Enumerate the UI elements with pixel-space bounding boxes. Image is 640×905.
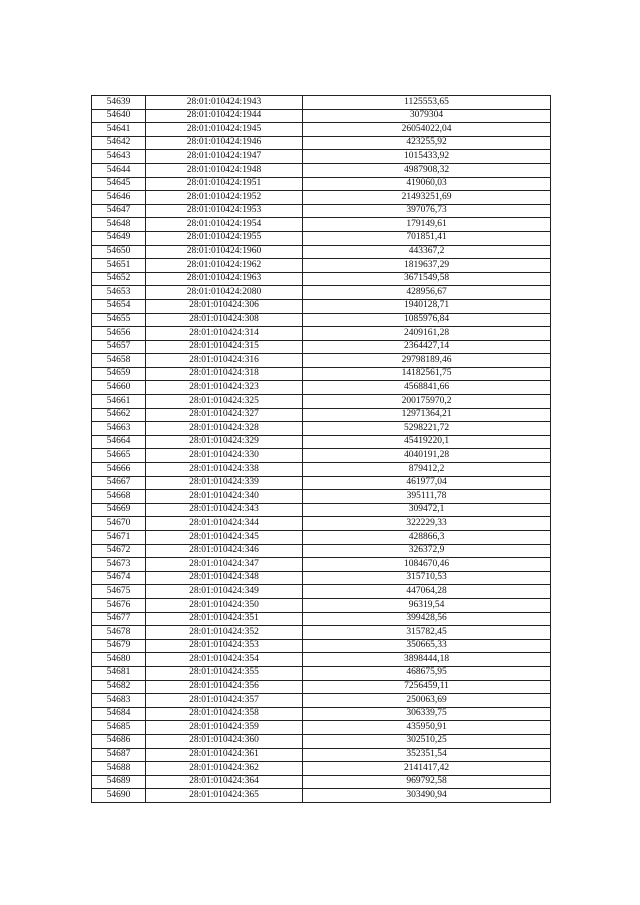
- value-cell: 309472,1: [303, 503, 551, 517]
- row-number-cell: 54653: [92, 286, 146, 300]
- row-number-cell: 54649: [92, 231, 146, 245]
- cadastral-number-cell: 28:01:010424:349: [146, 585, 303, 599]
- value-cell: 3671549,58: [303, 272, 551, 286]
- cadastral-number-cell: 28:01:010424:1962: [146, 259, 303, 273]
- cadastral-number-cell: 28:01:010424:358: [146, 707, 303, 721]
- value-cell: 1125553,65: [303, 96, 551, 110]
- row-number-cell: 54645: [92, 177, 146, 191]
- row-number-cell: 54674: [92, 571, 146, 585]
- row-number-cell: 54661: [92, 395, 146, 409]
- value-cell: 447064,28: [303, 585, 551, 599]
- table-row: [92, 327, 551, 341]
- table-row: [92, 286, 551, 300]
- cadastral-number-cell: 28:01:010424:355: [146, 666, 303, 680]
- value-cell: 969792,58: [303, 775, 551, 789]
- row-number-cell: 54673: [92, 558, 146, 572]
- value-cell: 29798189,46: [303, 354, 551, 368]
- row-number-cell: 54656: [92, 327, 146, 341]
- table-row: [92, 259, 551, 273]
- table-row: [92, 381, 551, 395]
- cadastral-number-cell: 28:01:010424:346: [146, 544, 303, 558]
- cadastral-number-cell: 28:01:010424:1953: [146, 204, 303, 218]
- table-row: [92, 408, 551, 422]
- value-cell: 200175970,2: [303, 395, 551, 409]
- value-cell: 443367,2: [303, 245, 551, 259]
- table-row: [92, 136, 551, 150]
- cadastral-number-cell: 28:01:010424:316: [146, 354, 303, 368]
- table-row: [92, 721, 551, 735]
- value-cell: 250063,69: [303, 694, 551, 708]
- cadastral-number-cell: 28:01:010424:347: [146, 558, 303, 572]
- cadastral-number-cell: 28:01:010424:328: [146, 422, 303, 436]
- row-number-cell: 54685: [92, 721, 146, 735]
- value-cell: 179149,61: [303, 218, 551, 232]
- value-cell: 303490,94: [303, 789, 551, 803]
- value-cell: 326372,9: [303, 544, 551, 558]
- value-cell: 3079304: [303, 109, 551, 123]
- value-cell: 2141417,42: [303, 762, 551, 776]
- cadastral-number-cell: 28:01:010424:352: [146, 626, 303, 640]
- cadastral-number-cell: 28:01:010424:1954: [146, 218, 303, 232]
- row-number-cell: 54644: [92, 163, 146, 177]
- row-number-cell: 54686: [92, 734, 146, 748]
- row-number-cell: 54669: [92, 503, 146, 517]
- row-number-cell: 54650: [92, 245, 146, 259]
- cadastral-number-cell: 28:01:010424:362: [146, 762, 303, 776]
- row-number-cell: 54641: [92, 123, 146, 137]
- cadastral-number-cell: 28:01:010424:306: [146, 299, 303, 313]
- table-row: [92, 762, 551, 776]
- value-cell: 701851,41: [303, 231, 551, 245]
- value-cell: 435950,91: [303, 721, 551, 735]
- row-number-cell: 54687: [92, 748, 146, 762]
- value-cell: 395111,78: [303, 490, 551, 504]
- value-cell: 2409161,28: [303, 327, 551, 341]
- row-number-cell: 54648: [92, 218, 146, 232]
- table-row: [92, 490, 551, 504]
- table-row: [92, 340, 551, 354]
- value-cell: 45419220,1: [303, 435, 551, 449]
- table-row: [92, 639, 551, 653]
- table-row: [92, 463, 551, 477]
- cadastral-number-cell: 28:01:010424:348: [146, 571, 303, 585]
- value-cell: 302510,25: [303, 734, 551, 748]
- cadastral-number-cell: 28:01:010424:1948: [146, 163, 303, 177]
- cadastral-number-cell: 28:01:010424:1944: [146, 109, 303, 123]
- value-cell: 26054022,04: [303, 123, 551, 137]
- value-cell: 14182561,75: [303, 367, 551, 381]
- value-cell: 428866,3: [303, 531, 551, 545]
- table-row: [92, 476, 551, 490]
- row-number-cell: 54662: [92, 408, 146, 422]
- table-row: [92, 395, 551, 409]
- table-row: [92, 517, 551, 531]
- row-number-cell: 54655: [92, 313, 146, 327]
- value-cell: 397076,73: [303, 204, 551, 218]
- cadastral-number-cell: 28:01:010424:365: [146, 789, 303, 803]
- table-row: [92, 123, 551, 137]
- value-cell: 12971364,21: [303, 408, 551, 422]
- cadastral-number-cell: 28:01:010424:330: [146, 449, 303, 463]
- value-cell: 4568841,66: [303, 381, 551, 395]
- cadastral-number-cell: 28:01:010424:339: [146, 476, 303, 490]
- cadastral-number-cell: 28:01:010424:1963: [146, 272, 303, 286]
- cadastral-number-cell: 28:01:010424:1955: [146, 231, 303, 245]
- value-cell: 7256459,11: [303, 680, 551, 694]
- value-cell: 315782,45: [303, 626, 551, 640]
- row-number-cell: 54682: [92, 680, 146, 694]
- row-number-cell: 54659: [92, 367, 146, 381]
- table-row: [92, 191, 551, 205]
- table-row: [92, 775, 551, 789]
- value-cell: 461977,04: [303, 476, 551, 490]
- cadastral-number-cell: 28:01:010424:350: [146, 598, 303, 612]
- cadastral-number-cell: 28:01:010424:1952: [146, 191, 303, 205]
- value-cell: 2364427,14: [303, 340, 551, 354]
- cadastral-number-cell: 28:01:010424:364: [146, 775, 303, 789]
- table-row: [92, 163, 551, 177]
- row-number-cell: 54689: [92, 775, 146, 789]
- row-number-cell: 54663: [92, 422, 146, 436]
- value-cell: 4987908,32: [303, 163, 551, 177]
- cadastral-number-cell: 28:01:010424:1960: [146, 245, 303, 259]
- table-row: [92, 422, 551, 436]
- value-cell: 315710,53: [303, 571, 551, 585]
- table-row: [92, 571, 551, 585]
- row-number-cell: 54665: [92, 449, 146, 463]
- value-cell: 4040191,28: [303, 449, 551, 463]
- table-row: [92, 204, 551, 218]
- row-number-cell: 54678: [92, 626, 146, 640]
- row-number-cell: 54667: [92, 476, 146, 490]
- row-number-cell: 54681: [92, 666, 146, 680]
- value-cell: 419060,03: [303, 177, 551, 191]
- table-row: [92, 272, 551, 286]
- row-number-cell: 54680: [92, 653, 146, 667]
- row-number-cell: 54668: [92, 490, 146, 504]
- cadastral-number-cell: 28:01:010424:361: [146, 748, 303, 762]
- row-number-cell: 54658: [92, 354, 146, 368]
- row-number-cell: 54640: [92, 109, 146, 123]
- table-row: [92, 789, 551, 803]
- row-number-cell: 54643: [92, 150, 146, 164]
- table-row: [92, 666, 551, 680]
- cadastral-number-cell: 28:01:010424:318: [146, 367, 303, 381]
- cadastral-number-cell: 28:01:010424:2080: [146, 286, 303, 300]
- cadastral-number-cell: 28:01:010424:356: [146, 680, 303, 694]
- cadastral-number-cell: 28:01:010424:308: [146, 313, 303, 327]
- value-cell: 96319,54: [303, 598, 551, 612]
- value-cell: 350665,33: [303, 639, 551, 653]
- value-cell: 1015433,92: [303, 150, 551, 164]
- cadastral-number-cell: 28:01:010424:1946: [146, 136, 303, 150]
- value-cell: 352351,54: [303, 748, 551, 762]
- table-row: [92, 354, 551, 368]
- row-number-cell: 54642: [92, 136, 146, 150]
- cadastral-number-cell: 28:01:010424:1947: [146, 150, 303, 164]
- table-row: [92, 245, 551, 259]
- table-row: [92, 150, 551, 164]
- row-number-cell: 54684: [92, 707, 146, 721]
- row-number-cell: 54690: [92, 789, 146, 803]
- row-number-cell: 54679: [92, 639, 146, 653]
- table-row: [92, 367, 551, 381]
- table-row: [92, 626, 551, 640]
- cadastral-number-cell: 28:01:010424:315: [146, 340, 303, 354]
- row-number-cell: 54666: [92, 463, 146, 477]
- cadastral-number-cell: 28:01:010424:343: [146, 503, 303, 517]
- table-row: [92, 96, 551, 110]
- cadastral-number-cell: 28:01:010424:325: [146, 395, 303, 409]
- table-row: [92, 313, 551, 327]
- table-row: [92, 680, 551, 694]
- row-number-cell: 54677: [92, 612, 146, 626]
- value-cell: 879412,2: [303, 463, 551, 477]
- table-row: [92, 299, 551, 313]
- table-row: [92, 218, 551, 232]
- row-number-cell: 54664: [92, 435, 146, 449]
- cadastral-number-cell: 28:01:010424:360: [146, 734, 303, 748]
- cadastral-number-cell: 28:01:010424:359: [146, 721, 303, 735]
- row-number-cell: 54652: [92, 272, 146, 286]
- row-number-cell: 54672: [92, 544, 146, 558]
- cadastral-number-cell: 28:01:010424:327: [146, 408, 303, 422]
- table-row: [92, 435, 551, 449]
- table-body: [92, 96, 551, 803]
- table-row: [92, 748, 551, 762]
- table-row: [92, 109, 551, 123]
- cadastral-number-cell: 28:01:010424:329: [146, 435, 303, 449]
- table-row: [92, 531, 551, 545]
- table-row: [92, 653, 551, 667]
- table-row: [92, 177, 551, 191]
- value-cell: 1940128,71: [303, 299, 551, 313]
- cadastral-number-cell: 28:01:010424:345: [146, 531, 303, 545]
- row-number-cell: 54670: [92, 517, 146, 531]
- row-number-cell: 54651: [92, 259, 146, 273]
- table-row: [92, 612, 551, 626]
- value-cell: 1084670,46: [303, 558, 551, 572]
- value-cell: 1085976,84: [303, 313, 551, 327]
- table-row: [92, 503, 551, 517]
- cadastral-number-cell: 28:01:010424:344: [146, 517, 303, 531]
- cadastral-number-cell: 28:01:010424:1943: [146, 96, 303, 110]
- row-number-cell: 54676: [92, 598, 146, 612]
- value-cell: 5298221,72: [303, 422, 551, 436]
- cadastral-number-cell: 28:01:010424:357: [146, 694, 303, 708]
- value-cell: 3898444,18: [303, 653, 551, 667]
- cadastral-number-cell: 28:01:010424:1951: [146, 177, 303, 191]
- value-cell: 21493251,69: [303, 191, 551, 205]
- cadastral-number-cell: 28:01:010424:323: [146, 381, 303, 395]
- value-cell: 468675,95: [303, 666, 551, 680]
- row-number-cell: 54646: [92, 191, 146, 205]
- value-cell: 428956,67: [303, 286, 551, 300]
- row-number-cell: 54639: [92, 96, 146, 110]
- value-cell: 322229,33: [303, 517, 551, 531]
- table-row: [92, 694, 551, 708]
- cadastral-number-cell: 28:01:010424:351: [146, 612, 303, 626]
- row-number-cell: 54654: [92, 299, 146, 313]
- cadastral-number-cell: 28:01:010424:354: [146, 653, 303, 667]
- row-number-cell: 54683: [92, 694, 146, 708]
- table-row: [92, 585, 551, 599]
- table-row: [92, 231, 551, 245]
- table-row: [92, 598, 551, 612]
- cadastral-number-cell: 28:01:010424:338: [146, 463, 303, 477]
- table-row: [92, 707, 551, 721]
- row-number-cell: 54657: [92, 340, 146, 354]
- cadastral-number-cell: 28:01:010424:340: [146, 490, 303, 504]
- value-cell: 1819637,29: [303, 259, 551, 273]
- row-number-cell: 54671: [92, 531, 146, 545]
- value-cell: 399428,56: [303, 612, 551, 626]
- cadastral-number-cell: 28:01:010424:1945: [146, 123, 303, 137]
- value-cell: 423255,92: [303, 136, 551, 150]
- cadastral-number-cell: 28:01:010424:314: [146, 327, 303, 341]
- row-number-cell: 54688: [92, 762, 146, 776]
- row-number-cell: 54647: [92, 204, 146, 218]
- table-row: [92, 558, 551, 572]
- table-row: [92, 544, 551, 558]
- table-row: [92, 734, 551, 748]
- value-cell: 306339,75: [303, 707, 551, 721]
- row-number-cell: 54660: [92, 381, 146, 395]
- table-row: [92, 449, 551, 463]
- row-number-cell: 54675: [92, 585, 146, 599]
- cadastral-number-cell: 28:01:010424:353: [146, 639, 303, 653]
- cadastre-value-table: [91, 95, 551, 803]
